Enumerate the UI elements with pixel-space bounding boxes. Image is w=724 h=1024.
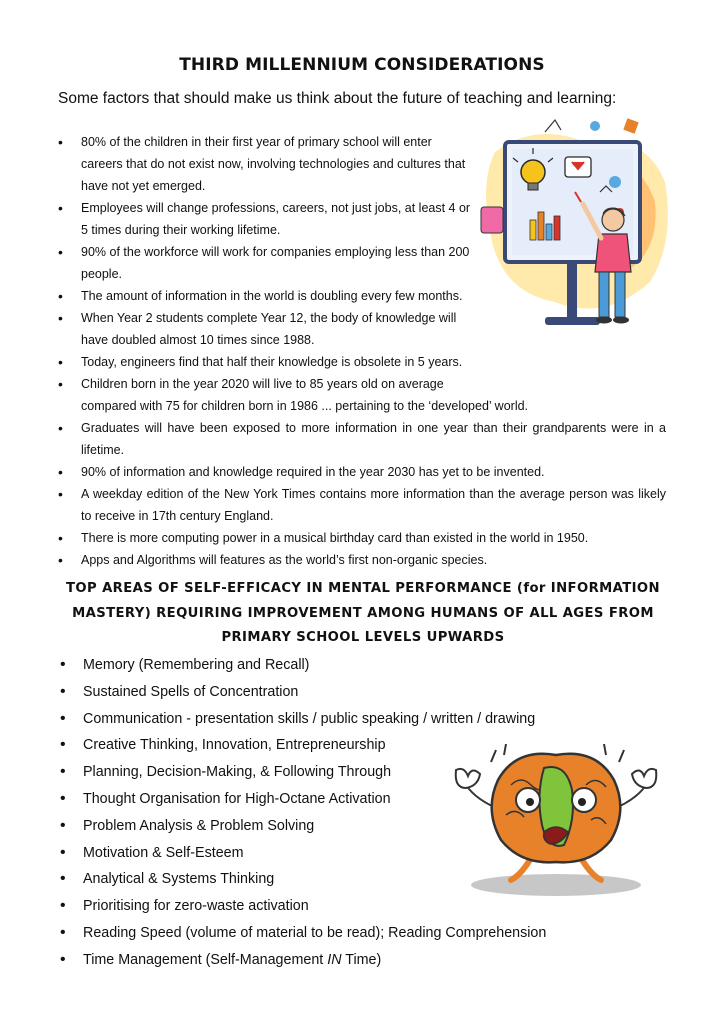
fact-item-line: compared with 75 for children born in 1986 ... pertaining to the ‘developed’ world.	[81, 399, 529, 413]
area-text: Time)	[341, 951, 382, 968]
area-item: • Memory (Remembering and Recall)	[60, 652, 546, 679]
area-item: • Motivation & Self-Esteem	[60, 840, 546, 867]
area-item: • Thought Organisation for High-Octane Activation	[60, 786, 546, 813]
area-item: • Problem Analysis & Problem Solving	[60, 813, 546, 840]
area-item: • Sustained Spells of Concentration	[60, 679, 546, 706]
fact-item	[58, 373, 529, 417]
stressed-brain-cartoon	[436, 740, 676, 900]
page-title: THIRD MILLENNIUM CONSIDERATIONS	[179, 55, 545, 75]
area-item: • Planning, Decision-Making, & Following Through	[60, 759, 546, 786]
area-item: • Reading Speed (volume of material to be read); Reading Comprehension	[60, 920, 546, 947]
fact-item: • There is more computing power in a musical birthday card than existed in the world in 1950.	[58, 527, 666, 549]
area-item: • Creative Thinking, Innovation, Entrepreneurship	[60, 732, 546, 759]
fact-item: • A weekday edition of the New York Times contains more information than the average person was likely to receive in 17th century England.	[58, 483, 666, 527]
area-emphasis: IN	[327, 951, 342, 968]
area-item: • Communication - presentation skills / public speaking / written / drawing	[60, 706, 546, 733]
fact-item: • Apps and Algorithms will features as the world’s first non-organic species.	[58, 549, 666, 571]
fact-item: • Today, engineers find that half their knowledge is obsolete in 5 years.	[58, 351, 473, 373]
fact-item: • When Year 2 students complete Year 12, the body of knowledge will have doubled almost 10 times since 1988.	[58, 307, 473, 351]
area-item: • Analytical & Systems Thinking	[60, 866, 546, 893]
page-subtitle: Some factors that should make us think about the future of teaching and learning:	[58, 90, 617, 107]
fact-item: • The amount of information in the world is doubling every few months.	[58, 285, 473, 307]
fact-item: • 90% of the workforce will work for companies employing less than 200 people.	[58, 241, 473, 285]
child-at-digital-board-illustration	[475, 112, 675, 352]
fact-item: • Graduates will have been exposed to more information in one year than their grandparents were in a lifetime.	[58, 417, 666, 461]
fact-item: • 90% of information and knowledge required in the year 2030 has yet to be invented.	[58, 461, 666, 483]
area-item: • Prioritising for zero-waste activation	[60, 893, 546, 920]
fact-item-line: Children born in the year 2020 will live to 85 years old on average	[81, 377, 444, 391]
area-text: Time Management (Self-Management	[83, 951, 328, 968]
fact-item: • 80% of the children in their first year of primary school will enter careers that do not exist now, involving technologies and cultures that have not yet emerged.	[58, 131, 473, 197]
section-heading: TOP AREAS OF SELF-EFFICACY IN MENTAL PERFORMANCE (for INFORMATION MASTERY) REQUIRING IMPROVEMENT AMONG HUMANS OF ALL AGES FROM PRIMARY SCHOOL LEVELS UPWARDS	[66, 581, 660, 645]
area-item	[60, 947, 546, 974]
fact-item: • Employees will change professions, careers, not just jobs, at least 4 or 5 times during their working lifetime.	[58, 197, 473, 241]
